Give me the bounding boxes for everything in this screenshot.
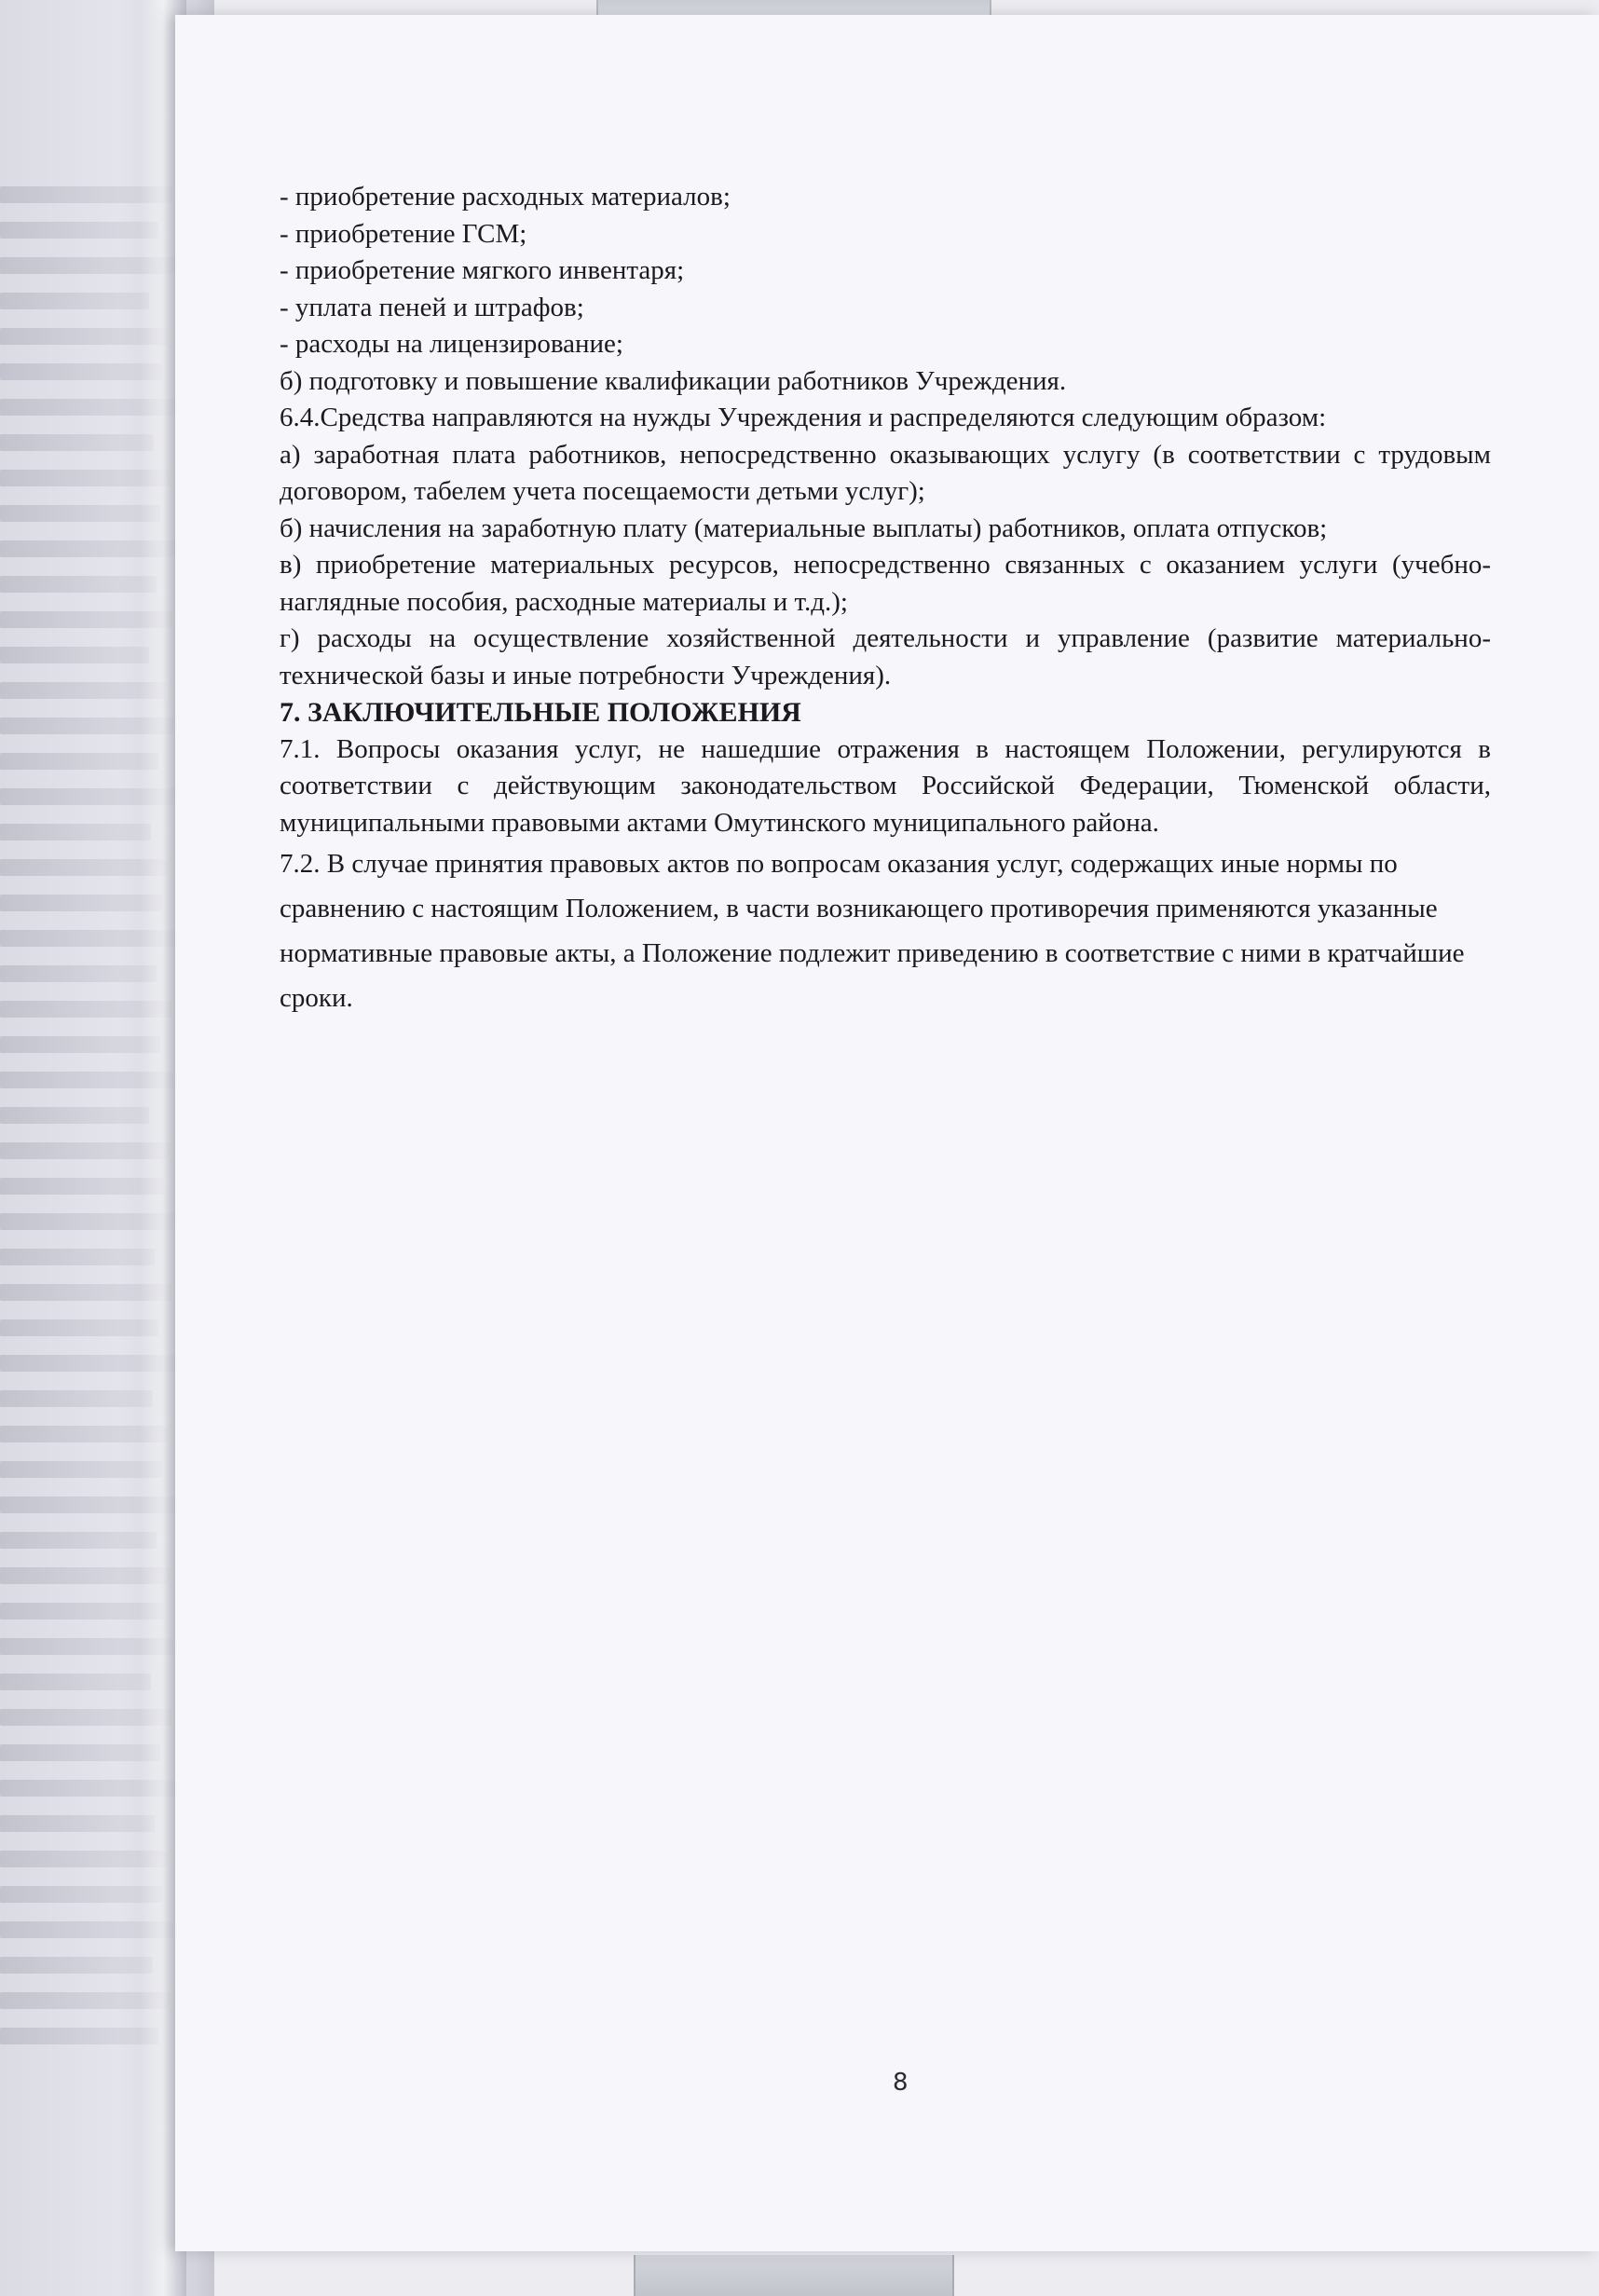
page-number: 8 <box>893 2069 909 2097</box>
clause-item-b: б) начисления на заработную плату (материальные выплаты) работников, оплата отпусков; <box>280 512 1328 543</box>
clause-7-2: 7.2. В случае принятия правовых актов по вопросам оказания услуг, содержащих иные нормы по сравнению с настоящим Положением, в части возникающего противоречия применяются указанные нормативные правовые акты, а Положение подлежит приведению в соответствие с ними в кратчайшие сроки. <box>280 849 1465 1013</box>
scanner-tab-bottom <box>634 2255 954 2296</box>
list-item: - уплата пеней и штрафов; <box>280 292 584 322</box>
section-heading: 7. ЗАКЛЮЧИТЕЛЬНЫЕ ПОЛОЖЕНИЯ <box>280 697 801 728</box>
clause-item-g: г) расходы на осуществление хозяйственной деятельности и управление (развитие материально-технической базы и иные потребности Учреждения). <box>280 623 1491 690</box>
page-content <box>280 179 1491 1020</box>
list-item: б) подготовку и повышение квалификации работников Учреждения. <box>280 365 1067 396</box>
list-item: - приобретение мягкого инвентаря; <box>280 255 685 285</box>
list-item: - приобретение ГСМ; <box>280 218 527 249</box>
clause-item-a: а) заработная плата работников, непосредственно оказывающих услугу (в соответствии с трудовым договором, табелем учета посещаемости детьми услуг); <box>280 439 1491 506</box>
list-item: - приобретение расходных материалов; <box>280 182 731 212</box>
clause-7-1: 7.1. Вопросы оказания услуг, не нашедшие отражения в настоящем Положении, регулируются в соответствии с действующим законодательством Российской Федерации, Тюменской области, муниципальными правовыми актами Омутинского муниципального района. <box>280 733 1491 838</box>
clause-6-4: 6.4.Средства направляются на нужды Учреждения и распределяются следующим образом: <box>280 403 1327 432</box>
list-item: - расходы на лицензирование; <box>280 329 623 359</box>
clause-item-v: в) приобретение материальных ресурсов, непосредственно связанных с оказанием услуги (учебно-наглядные пособия, расходные материалы и т.д.); <box>280 550 1491 617</box>
